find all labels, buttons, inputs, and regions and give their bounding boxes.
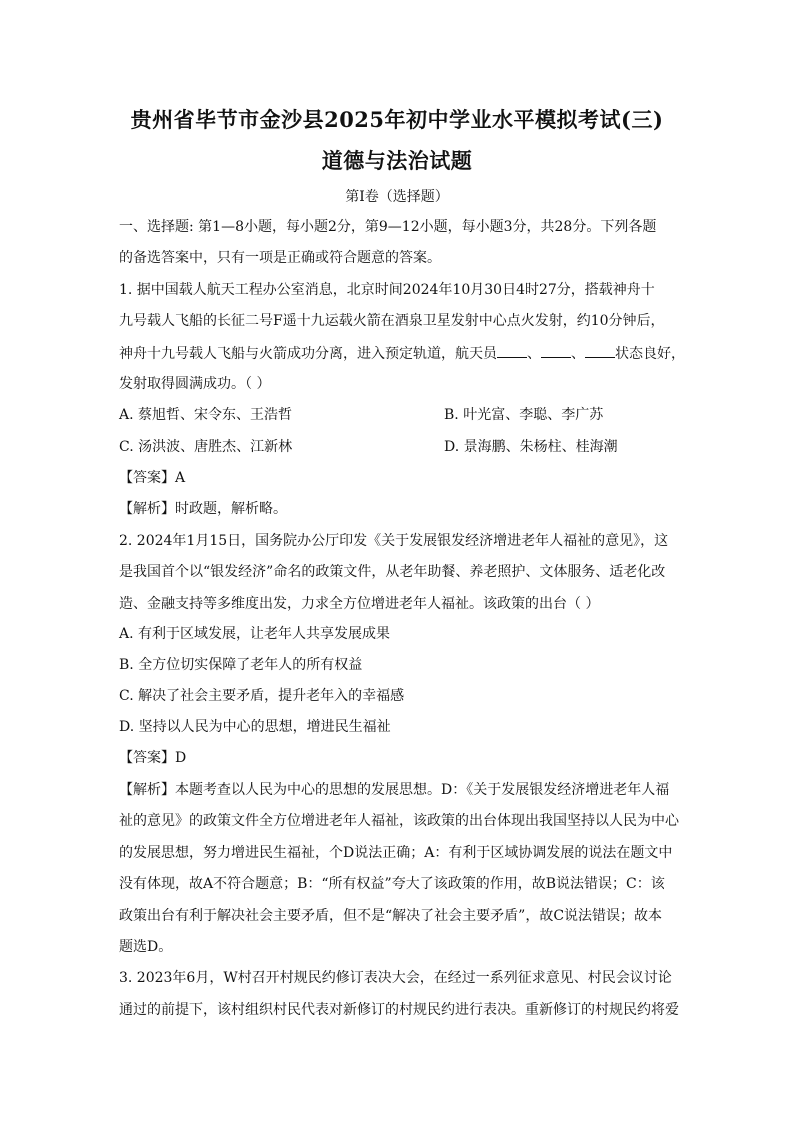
q1-blank-2 — [541, 343, 571, 358]
q2-analysis-line-1: 【解析】本题考查以人民为中心的思想的发展思想。D：《关于发展银发经济增进老年人福 — [119, 782, 670, 798]
q2-analysis-line-3: 的发展思想，努力增进民生福祉，个D说法正确；A：有利于区域协调发展的说法在题文中 — [119, 845, 673, 861]
q1-option-d: D. 景海鹏、朱杨柱、桂海潮 — [444, 439, 618, 455]
q2-option-d: D. 坚持以人民为中心的思想，增进民生福祉 — [119, 719, 391, 735]
q2-analysis-line-5: 政策出台有利于解决社会主要矛盾，但不是“解决了社会主要矛盾”，故C说法错误；故本 — [119, 908, 663, 924]
q1-stem-line-4: 发射取得圆满成功。（ ） — [119, 376, 271, 392]
q2-analysis-line-4: 没有体现，故A不符合题意；B：“所有权益”夸大了该政策的作用，故B说法错误；C：该 — [119, 876, 665, 892]
q1-option-b: B. 叶光富、李聪、李广苏 — [444, 407, 604, 423]
q1-blank-1 — [497, 343, 527, 358]
q2-option-c: C. 解决了社会主要矛盾，提升老年入的幸福感 — [119, 688, 405, 704]
q2-stem-line-1: 2. 2024年1月15日，国务院办公厅印发《关于发展银发经济增进老年人福祉的意见》，这 — [119, 533, 669, 549]
q1-option-a: A. 蔡旭哲、宋令东、王浩哲 — [119, 407, 293, 423]
q3-stem-line-1: 3. 2023年6月，W村召开村规民约修订表决大会，在经过一系列征求意见、村民会议讨论 — [119, 970, 672, 986]
q2-option-a: A. 有利于区域发展，让老年人共享发展成果 — [119, 626, 391, 642]
q3-stem-line-2: 通过的前提下，该村组织村民代表对新修订的村规民约进行表决。重新修订的村规民约将爱 — [119, 1002, 679, 1018]
exam-subject: 道德与法治试题 — [321, 148, 473, 173]
q1-answer: 【答案】A — [119, 470, 186, 486]
q1-analysis: 【解析】时政题，解析略。 — [119, 501, 287, 517]
q1-blank-3 — [585, 343, 615, 358]
part-label: 第Ⅰ卷（选择题） — [345, 189, 449, 205]
q1-sep-2: 、 — [571, 346, 585, 362]
instructions-line-1: 一、选择题: 第1—8小题，每小题2分，第9—12小题，每小题3分，共28分。下列各题 — [119, 219, 657, 235]
q2-stem-line-2: 是我国首个以“银发经济”命名的政策文件，从老年助餐、养老照护、文体服务、适老化改 — [119, 564, 666, 580]
exam-title: 贵州省毕节市金沙县2025年初中学业水平模拟考试(三) — [130, 107, 664, 132]
q1-stem-line-2: 九号载人飞船的长征二号F遥十九运载火箭在酒泉卫星发射中心点火发射，约10分钟后， — [119, 313, 665, 329]
q1-sep-1: 、 — [527, 346, 541, 362]
q2-analysis-line-6: 题选D。 — [119, 939, 173, 955]
q2-analysis-line-2: 祉的意见》的政策文件全方位增进老年人福祉，该政策的出台体现出我国坚持以人民为中心 — [119, 813, 679, 829]
q1-stem-line-1: 1. 据中国载人航天工程办公室消息，北京时间2024年10月30日4时27分，搭载神舟十 — [119, 282, 655, 298]
q2-option-b: B. 全方位切实保障了老年人的所有权益 — [119, 657, 363, 673]
instructions-line-2: 的备选答案中，只有一项是正确或符合题意的答案。 — [119, 250, 441, 266]
q2-answer: 【答案】D — [119, 750, 187, 766]
q1-option-c: C. 汤洪波、唐胜杰、江新林 — [119, 439, 293, 455]
q2-stem-line-3: 造、金融支持等多维度出发，力求全方位增进老年人福祉。该政策的出台（ ） — [119, 596, 600, 612]
q1-stem-line-3 — [119, 343, 685, 364]
q1-stem-line-3-end: 状态良好， — [615, 346, 685, 362]
q1-stem-line-3-text: 神舟十九号载人飞船与火箭成功分离，进入预定轨道，航天员 — [119, 346, 497, 362]
